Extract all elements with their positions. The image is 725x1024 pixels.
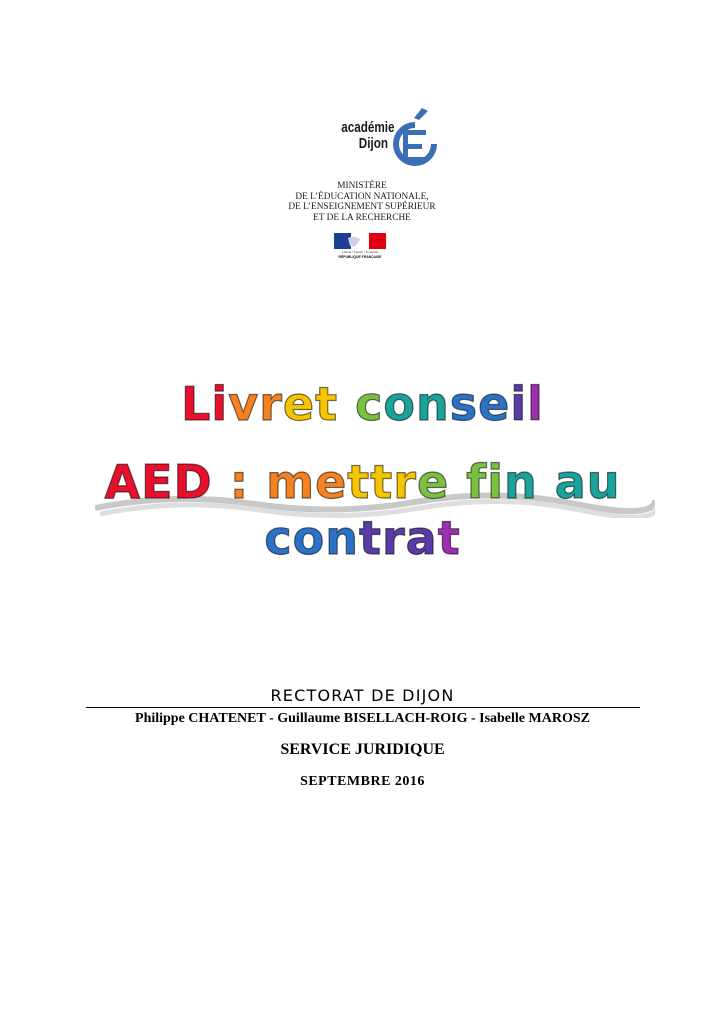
- marianne-flag-icon: [334, 233, 386, 259]
- ministere-line: MINISTÈRE: [337, 181, 387, 191]
- svg-text:RÉPUBLIQUE FRANÇAISE: RÉPUBLIQUE FRANÇAISE: [338, 255, 382, 259]
- rectorat-heading: RECTORAT DE DIJON: [270, 686, 455, 705]
- service-name: SERVICE JURIDIQUE: [280, 741, 445, 758]
- republique-francaise-logo: [334, 233, 386, 259]
- ministere-line: DE L’ENSEIGNEMENT SUPÉRIEUR: [288, 202, 436, 212]
- authors-line: Philippe CHATENET - Guillaume BISELLACH-ROIG - Isabelle MAROSZ: [135, 711, 590, 726]
- ministere-block: [262, 181, 462, 223]
- ministere-line: ET DE LA RECHERCHE: [313, 212, 411, 223]
- svg-text:Liberté • Égalité • Fraternité: Liberté • Égalité • Fraternité: [341, 250, 379, 254]
- academie-logo-text: [341, 119, 395, 152]
- publication-date: SEPTEMBRE 2016: [300, 774, 425, 789]
- ministere-line: DE L’ÉDUCATION NATIONALE,: [295, 191, 429, 202]
- academie-e-emblem-icon: [388, 108, 442, 172]
- academie-logo-line1: académie: [341, 119, 395, 136]
- divider-rule: [86, 707, 640, 708]
- title-text: AED : mettre fin au contrat: [104, 455, 621, 565]
- title-line-2: [0, 454, 725, 566]
- title-line-1: [0, 376, 725, 432]
- title-text: Livret conseil: [181, 377, 544, 431]
- academie-dijon-logo: [328, 108, 448, 170]
- academie-logo-line2: Dijon: [358, 135, 388, 152]
